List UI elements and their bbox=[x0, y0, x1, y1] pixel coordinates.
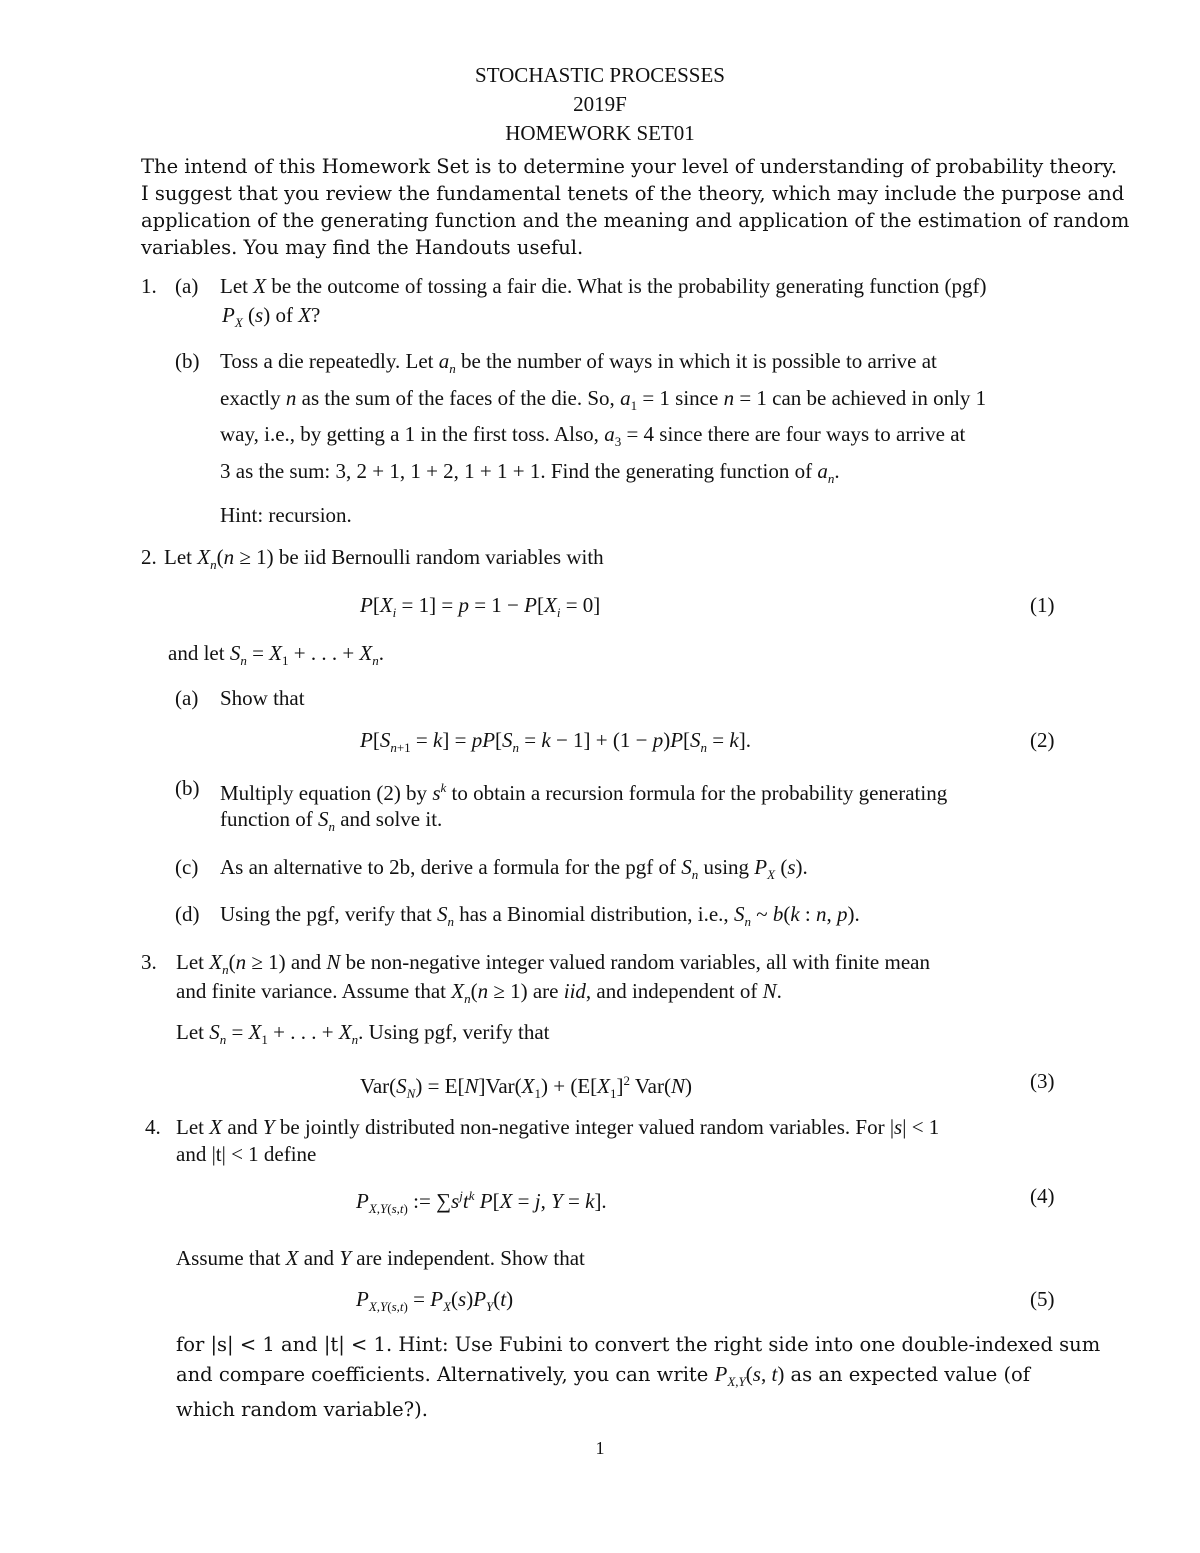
equation-number-5: (5) bbox=[1030, 1287, 1055, 1311]
intro-line-1: The intend of this Homework Set is to determine your level of understanding of probability theory. bbox=[141, 155, 1118, 178]
q4-line-4: and compare coefficients. Alternatively, you can write $P_{X,Y}(s$, t) as an expected value (of bbox=[176, 1362, 1031, 1390]
intro-line-3: application of the generating function and the meaning and application of the estimation of random bbox=[141, 209, 1130, 232]
q1b-line-3: way, i.e., by getting a 1 in the first toss. Also, $a_3 = 4$ since there are four ways to arrive at bbox=[220, 422, 966, 450]
q2b-label: (b) bbox=[175, 776, 200, 800]
equation-3: $Var(S_N) = E[N]Var(X_1) + (E[X_1]^2$ Var(N) bbox=[360, 1073, 692, 1102]
q2-intro: Let $X_n(n \ge 1)$ be iid Bernoulli random variables with bbox=[164, 545, 604, 573]
equation-4: $P_{X,Y(s,t)}$ := $\sum s^jt^k$ P[X = j, Y = k]. bbox=[356, 1188, 607, 1217]
intro-line-4: variables. You may find the Handouts useful. bbox=[141, 236, 584, 259]
q2b-line-1: Multiply equation (2) by $s^k$ to obtain a recursion formula for the probability generating bbox=[220, 780, 948, 805]
equation-1: $P[X_i = 1] = p = 1 - P[X_i = 0]$ bbox=[360, 593, 601, 621]
q2-sum-def: and let $S_n = X_1$ + . . . + $X_n$. bbox=[168, 641, 384, 669]
equation-number-1: (1) bbox=[1030, 593, 1055, 617]
q3-line-1: Let $X_n(n \ge 1)$ and N be non-negative integer valued random variables, all with finite mean bbox=[176, 950, 930, 978]
equation-5: $P_{X,Y(s,t)} = P_X(s)P_Y(t)$ bbox=[356, 1287, 514, 1315]
q3-line-2: and finite variance. Assume that $X_n(n \ge 1)$ are iid, and independent of N. bbox=[176, 979, 782, 1007]
q4-line-3: for |s| < 1 and |t| < 1. Hint: Use Fubini to convert the right side into one double-indexed sum bbox=[176, 1333, 1101, 1356]
q4-number: 4. bbox=[145, 1115, 161, 1139]
q1b-line-4: 3 as the sum: 3, 2 + 1, 1 + 2, 1 + 1 + 1. Find the generating function of $a_n$. bbox=[220, 459, 840, 487]
course-title: STOCHASTIC PROCESSES bbox=[475, 63, 725, 87]
q1b-hint: Hint: recursion. bbox=[220, 503, 352, 527]
q1b-line-2: exactly n as the sum of the faces of the die. So, $a_1 = 1$ since n = 1 can be achieved in only 1 bbox=[220, 386, 987, 414]
term: 2019F bbox=[573, 92, 627, 116]
q2c-text: As an alternative to 2b, derive a formula for the pgf of $S_n$ using $P_X$ (s). bbox=[220, 855, 808, 883]
page-number: 1 bbox=[595, 1438, 605, 1458]
q4-assume: Assume that X and Y are independent. Show that bbox=[176, 1246, 585, 1270]
q4-line-2: and |t| < 1 define bbox=[176, 1142, 317, 1166]
intro-line-2: I suggest that you review the fundamental tenets of the theory, which may include the purpose and bbox=[141, 182, 1125, 205]
equation-2: $P[S_{n+1} = k] = pP[S_n = k - 1] + (1 - p)P[S_n = k]$. bbox=[360, 728, 751, 756]
q2-number: 2. bbox=[141, 545, 157, 569]
q4-line-5: which random variable?). bbox=[176, 1398, 428, 1421]
q2b-line-2: function of $S_n$ and solve it. bbox=[220, 807, 443, 835]
q1b-line-1: Toss a die repeatedly. Let $a_n$ be the number of ways in which it is possible to arrive at bbox=[220, 349, 937, 377]
q2a-text: Show that bbox=[220, 686, 305, 710]
homework-title: HOMEWORK SET01 bbox=[505, 121, 695, 145]
equation-number-3: (3) bbox=[1030, 1069, 1055, 1093]
q3-number: 3. bbox=[141, 950, 157, 974]
q2a-label: (a) bbox=[175, 686, 199, 710]
q4-line-1: Let X and Y be jointly distributed non-negative integer valued random variables. For |s| < 1 bbox=[176, 1115, 940, 1139]
q2c-label: (c) bbox=[175, 855, 199, 879]
q3-line-3: Let $S_n = X_1$ + . . . + $X_n$. Using pgf, verify that bbox=[176, 1020, 550, 1048]
q1a-line-2: $P_X$ (s) of X? bbox=[222, 303, 321, 331]
q1a-label: (a) bbox=[175, 274, 199, 298]
q1-number: 1. bbox=[141, 274, 157, 298]
q1a-line-1: Let X be the outcome of tossing a fair die. What is the probability generating function (pgf) bbox=[220, 274, 987, 298]
equation-number-4: (4) bbox=[1030, 1184, 1055, 1208]
equation-number-2: (2) bbox=[1030, 728, 1055, 752]
q1b-label: (b) bbox=[175, 349, 200, 373]
q2d-text: Using the pgf, verify that $S_n$ has a Binomial distribution, i.e., $S_n$ ~ b(k : n, p). bbox=[220, 902, 860, 930]
q2d-label: (d) bbox=[175, 902, 200, 926]
